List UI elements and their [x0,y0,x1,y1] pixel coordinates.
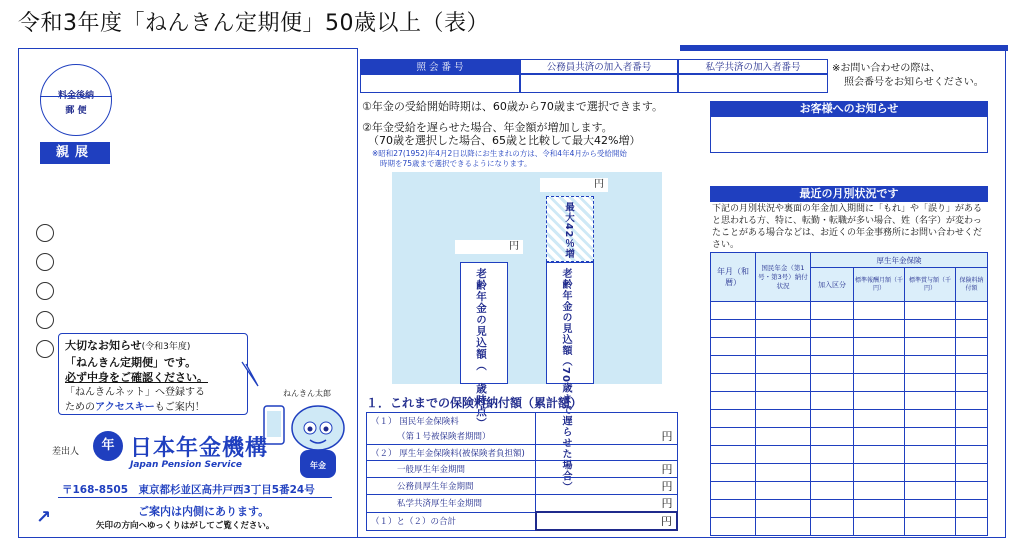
info-footnote [372,149,627,169]
col-hyojun: 標準報酬月額（千円） [854,268,905,302]
jps-logo-icon: 年 [93,431,123,461]
sender-address: 〒168-8505 東京都杉並区高井戸西3丁目5番24号 [62,484,315,496]
table-row [711,356,988,374]
stamp-divider [40,96,112,97]
table-row [711,374,988,392]
top-strip [680,45,1008,51]
table-row [367,428,678,445]
row-label: 一般厚生年金期間 [367,461,536,478]
table-row [367,512,678,530]
increase-label: 最大42％増 [563,202,574,260]
checkbox-circle [36,311,54,329]
row-yen: 円 [536,478,678,495]
private-school-number-header: 私学共済の加入者番号 [678,59,828,74]
info-deferral-line2: （70歳を選択した場合、65歳と比較して最大42%増） [368,134,641,147]
checkbox-circle [36,282,54,300]
col-month: 年月（和暦） [711,253,756,302]
col-kosei: 厚生年金保険 [811,253,988,268]
stamp-line1: 料金後納 [57,91,94,101]
table-row [711,482,988,500]
current-amount-yen: 円 [455,240,523,254]
pension-comparison-chart [392,172,662,384]
deferred-pension-label: 老齢年金の見込額（70歳まで遅らせた場合） [560,268,571,493]
table-row [711,500,988,518]
notice-line5a: ための [65,402,95,413]
stamp-line2: 郵 便 [65,106,87,116]
table-row [711,428,988,446]
address-divider [58,497,332,498]
deferred-amount-yen: 円 [540,178,608,192]
info-start-age: ①年金の受給開始時期は、60歳から70歳まで選択できます。 [362,100,663,113]
table-row [367,413,678,429]
inquiry-note [832,62,984,90]
monthly-status-header: 最近の月別状況です [710,186,988,202]
org-name: 日本年金機構 [130,436,269,461]
peel-instruction: 矢印の方向へゆっくりはがしてご覧ください。 [96,521,275,531]
notice-line4: 「ねんきんネット」へ登録する [65,387,205,398]
sender-label: 差出人 [52,447,80,457]
access-key-text: アクセスキー [95,402,155,413]
col-kokumin: 国民年金（第1号・第3号）納付状況 [756,253,811,302]
row-label: （１）と（２）の合計 [367,512,536,530]
table-row [367,495,678,513]
peel-arrow-icon: ↗ [36,507,52,528]
row-label: （第１号被保険者期間） [367,428,536,445]
contributions-title: １．これまでの保険料納付額（累計額） [366,396,583,410]
notice-heading: 大切なお知らせ [65,339,142,352]
info-deferral [362,121,640,147]
ref-number-header: 照 会 番 号 [360,59,520,74]
guide-text: ご案内は内側にあります。 [138,505,270,518]
speech-tail-icon [240,360,260,390]
checkbox-circle [36,253,54,271]
notice-line3: 必ず中身をご確認ください。 [65,371,208,384]
contributions-table [366,412,678,531]
mascot-badge: 年金 [310,461,326,470]
col-hokenryo: 保険料納付額 [956,268,988,302]
info-footnote-line1: ※昭和27(1952)年4月2日以降にお生まれの方は、令和4年4月から受給開始 [372,149,627,158]
table-row [711,464,988,482]
notice-line2: 「ねんきん定期便」です。 [65,356,197,369]
confidential-badge: 親展 [40,142,110,164]
total-yen: 円 [536,512,678,530]
table-row [367,445,678,461]
civil-servant-number-field [520,74,678,93]
row-yen [536,445,678,461]
row-yen: 円 [536,495,678,513]
table-row [711,410,988,428]
table-row [367,478,678,495]
table-row [711,320,988,338]
current-pension-label: 老齢年金の見込額（ 歳時点） [475,268,487,429]
ref-number-field [360,74,520,93]
postage-stamp [40,64,112,136]
org-name-en: Japan Pension Service [130,460,242,470]
important-notice [58,333,248,415]
checkbox-circle [36,224,54,242]
notice-line5c: もご案内！ [154,402,205,413]
table-row [711,392,988,410]
col-kanyu: 加入区分 [811,268,854,302]
monthly-status-desc: 下記の月別状況や裏面の年金加入期間に「もれ」や「誤り」があると思われる方、特に、転勤・転職が多い場合、姓（名字）が変わったことがある場合などは、お近くの年金事務所にお問い合わせください。 [712,204,983,250]
row-yen: 円 [536,461,678,478]
monthly-status-table [710,252,988,536]
checkbox-circle [36,340,54,358]
info-footnote-line2: 時期を75歳まで選択できるようになります。 [380,159,532,168]
table-row [367,461,678,478]
row-yen: 円 [536,428,678,445]
row-label: （１） 国民年金保険料 [367,413,536,429]
notice-year: (令和3年度) [141,342,191,352]
row-yen [536,413,678,429]
page-title: 令和3年度「ねんきん定期便」50歳以上（表） [18,11,489,36]
private-school-number-field [678,74,828,93]
customer-notice-header: お客様へのお知らせ [710,101,988,117]
row-label: 私学共済厚生年金期間 [367,495,536,513]
table-row [711,518,988,536]
inquiry-line2: 照会番号をお知らせください。 [844,77,984,88]
row-label: 公務員厚生年金期間 [367,478,536,495]
customer-notice-box [710,101,988,153]
table-row [711,446,988,464]
col-shoyo: 標準賞与額（千円） [905,268,956,302]
table-row [711,338,988,356]
row-label: （２） 厚生年金保険料(被保険者負担額) [367,445,536,461]
table-row [711,302,988,320]
mascot-name: ねんきん太郎 [283,389,331,398]
civil-servant-number-header: 公務員共済の加入者番号 [520,59,678,74]
info-deferral-line1: ②年金受給を遅らせた場合、年金額が増加します。 [362,121,613,134]
inquiry-line1: ※お問い合わせの際は、 [832,63,941,74]
